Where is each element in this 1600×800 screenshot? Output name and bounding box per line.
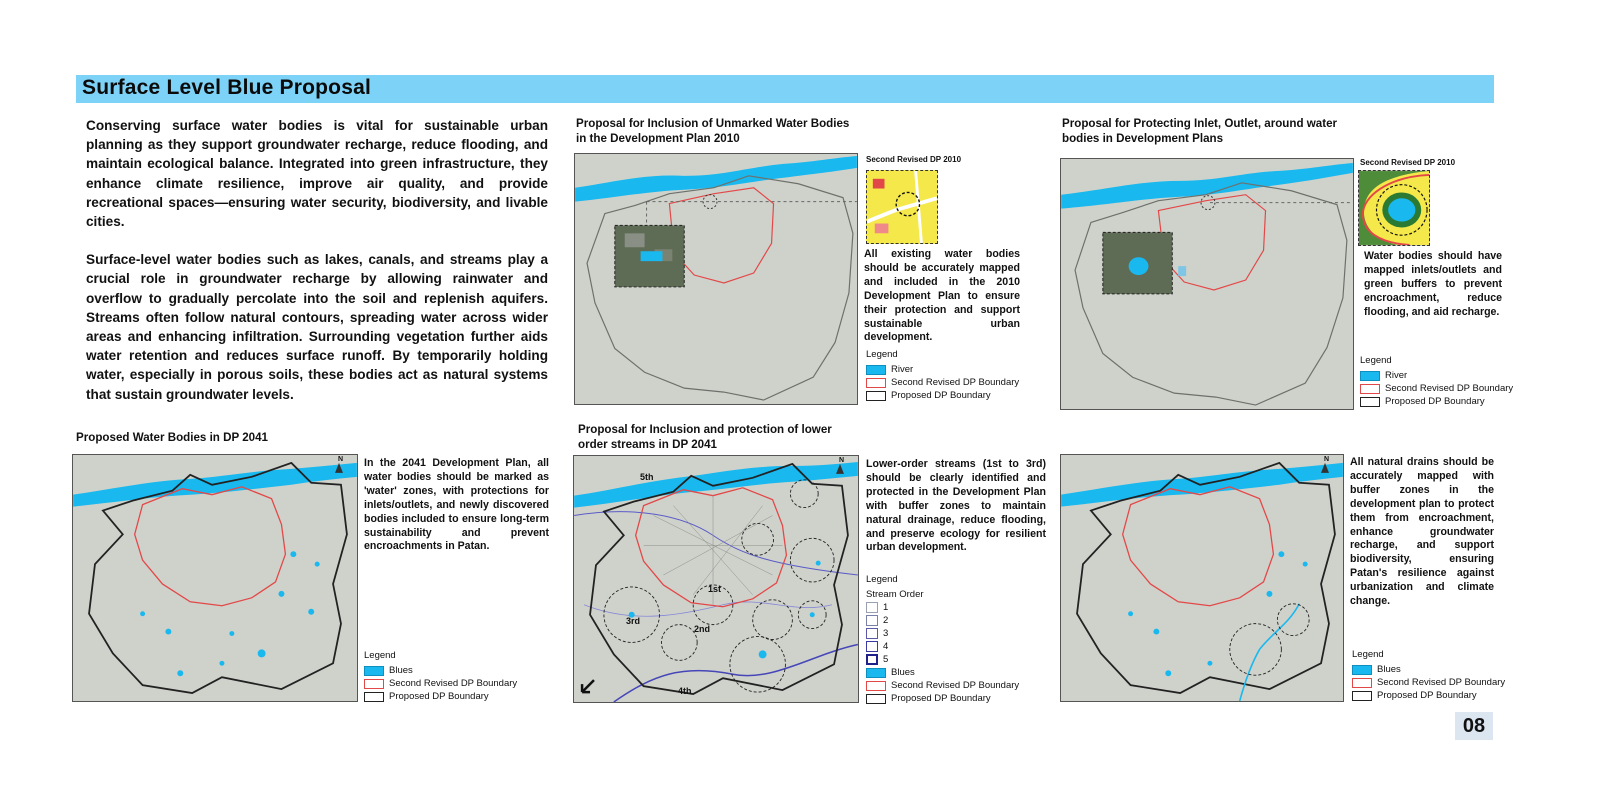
legend-item: Second Revised DP Boundary: [891, 377, 1020, 388]
drains-map-graphic: [1061, 455, 1343, 701]
stream-order-item: 5: [883, 654, 889, 665]
stream-label-3rd: 3rd: [626, 616, 641, 626]
north-arrow-icon: N: [338, 456, 344, 463]
drains-map: [1060, 454, 1344, 702]
legend-swatch-second-dp: [1360, 384, 1380, 394]
legend-title: Legend: [1360, 355, 1392, 366]
inlet-description: Water bodies should have mapped inlets/outlets and green buffers to prevent encroachment, reduce flooding, and aid recharge.: [1364, 250, 1502, 318]
inlet-panel-title: Proposal for Protecting Inlet, Outlet, around water bodies in Development Plans: [1062, 117, 1338, 145]
stream-order-title: Stream Order: [866, 589, 924, 600]
inlet-inset-label: Second Revised DP 2010: [1360, 158, 1456, 167]
legend-swatch-blues: [364, 666, 384, 676]
intro-text: [86, 116, 548, 404]
legend-swatch-blues: [1352, 665, 1372, 675]
drains-legend: [1352, 648, 1505, 702]
inlet-inset-graphic: [1359, 171, 1429, 245]
north-arrow-icon: N: [839, 457, 845, 464]
inlet-inset-map: [1358, 170, 1430, 246]
legend-item: Second Revised DP Boundary: [389, 678, 518, 689]
legend-title: Legend: [866, 349, 898, 360]
legend-title: Legend: [364, 650, 396, 661]
unmarked-inset-map: [866, 170, 938, 244]
streams-description: Lower-order streams (1st to 3rd) should be clearly identified and protected in the Development Plan with buffer zones to maintain natural drainage, reduce flooding, and preserve ecology for resilient urban development.: [866, 458, 1046, 554]
legend-title: Legend: [1352, 649, 1384, 660]
stream-order-swatch-4: [866, 641, 878, 652]
legend-swatch-proposed-dp: [866, 391, 886, 401]
dp2041-description: In the 2041 Development Plan, all water bodies should be marked as 'water' zones, with protections for inlets/outlets, and newly discovered bodies included to ensure long-term sustainability and prevent encroachments in Patan.: [364, 457, 549, 553]
streams-map: [573, 455, 859, 703]
legend-swatch-second-dp: [364, 679, 384, 689]
stream-order-item: 2: [883, 615, 889, 626]
legend-item: Second Revised DP Boundary: [1385, 383, 1514, 394]
legend-item: Blues: [891, 667, 915, 678]
legend-swatch-second-dp: [866, 378, 886, 388]
legend-item: River: [1385, 370, 1408, 381]
streams-panel-title: Proposal for Inclusion and protection of lower order streams in DP 2041: [578, 423, 832, 451]
stream-order-swatch-2: [866, 615, 878, 626]
legend-item: Proposed DP Boundary: [389, 691, 489, 702]
intro-paragraph-2: Surface-level water bodies such as lakes, canals, and streams play a crucial role in groundwater recharge by allowing rainwater and overflow to gradually percolate into the soil and replenish aquifers. Streams often follow natural contours, spreading water across wider areas and enhancing infiltration. Surrounding vegetation further aids water retention and reduces surface runoff. By temporarily holding water, especially in porous soils, these bodies act as natural systems that sustain groundwater levels.: [86, 252, 548, 402]
inlet-map-graphic: [1061, 159, 1353, 409]
unmarked-map-graphic: [575, 154, 857, 404]
legend-swatch-proposed-dp: [364, 692, 384, 702]
legend-swatch-proposed-dp: [1352, 691, 1372, 701]
legend-item: River: [891, 364, 914, 375]
north-arrow-icon: N: [1324, 456, 1330, 463]
stream-label-1st: 1st: [708, 584, 722, 594]
stream-order-swatch-1: [866, 602, 878, 613]
legend-item: Proposed DP Boundary: [1377, 690, 1477, 701]
legend-item: Proposed DP Boundary: [891, 693, 991, 704]
stream-order-item: 4: [883, 641, 889, 652]
stream-order-swatch-5: [866, 654, 878, 665]
dp2041-panel-title: Proposed Water Bodies in DP 2041: [76, 431, 268, 444]
streams-map-graphic: [574, 456, 858, 702]
inlet-legend: [1360, 354, 1513, 408]
legend-item: Blues: [1377, 664, 1401, 675]
legend-swatch-river: [866, 365, 886, 375]
page-title: Surface Level Blue Proposal: [82, 76, 372, 99]
dp2041-legend: [364, 649, 517, 703]
stream-order-item: 3: [883, 628, 889, 639]
stream-order-swatch-3: [866, 628, 878, 639]
stream-label-4th: 4th: [678, 686, 692, 696]
unmarked-panel-title: Proposal for Inclusion of Unmarked Water Bodies in the Development Plan 2010: [576, 117, 850, 145]
legend-item: Second Revised DP Boundary: [891, 680, 1020, 691]
legend-title: Legend: [866, 574, 898, 585]
unmarked-inset-graphic: [867, 171, 937, 243]
legend-swatch-river: [1360, 371, 1380, 381]
legend-item: Proposed DP Boundary: [891, 390, 991, 401]
unmarked-description: All existing water bodies should be accurately mapped and included in the 2010 Development Plan to ensure their protection and support sustainable urban development.: [864, 248, 1020, 344]
inlet-water-map: [1060, 158, 1354, 410]
legend-swatch-blues: [866, 668, 886, 678]
page-number: 08: [1455, 712, 1493, 740]
intro-paragraph-1: Conserving surface water bodies is vital for sustainable urban planning as they support groundwater recharge, reduce flooding, and maintain ecological balance. Integrated into green infrastructure, they enhance climate resilience, improve air quality, and provide recreational spaces—ensuring water security, biodiversity, and livable cities.: [86, 118, 548, 230]
legend-item: Proposed DP Boundary: [1385, 396, 1485, 407]
stream-label-5th: 5th: [640, 472, 654, 482]
legend-item: Second Revised DP Boundary: [1377, 677, 1506, 688]
stream-label-2nd: 2nd: [694, 624, 711, 634]
dp2041-water-map: [72, 454, 358, 702]
legend-swatch-second-dp: [1352, 678, 1372, 688]
unmarked-water-map: [574, 153, 858, 405]
streams-legend: [866, 573, 1019, 705]
legend-swatch-second-dp: [866, 681, 886, 691]
unmarked-inset-label: Second Revised DP 2010: [866, 155, 962, 164]
legend-swatch-proposed-dp: [1360, 397, 1380, 407]
unmarked-legend: [866, 348, 1019, 402]
dp2041-map-graphic: [73, 455, 357, 701]
stream-order-item: 1: [883, 602, 889, 613]
legend-swatch-proposed-dp: [866, 694, 886, 704]
legend-item: Blues: [389, 665, 413, 676]
drains-description: All natural drains should be accurately mapped with buffer zones in the development plan to protect them from encroachment, enhance groundwater recharge, and support biodiversity, ensuring Patan's resilience against urbanization and climate change.: [1350, 456, 1494, 608]
